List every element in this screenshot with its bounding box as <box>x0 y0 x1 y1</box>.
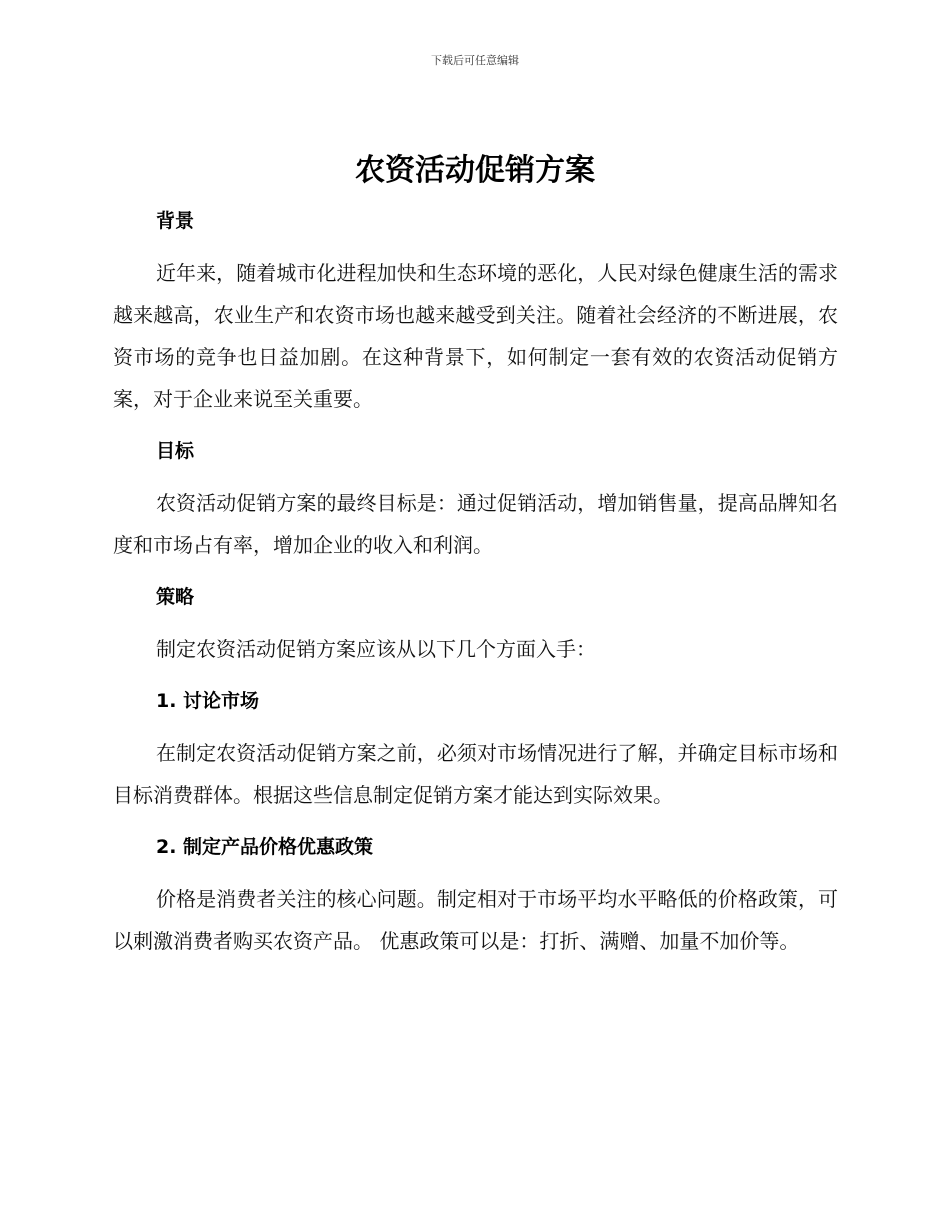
spacer <box>113 566 838 576</box>
spacer <box>113 816 838 826</box>
spacer <box>113 868 838 878</box>
document-title: 农资活动促销方案 <box>355 153 595 188</box>
subsection-heading-market: 1. 讨论市场 <box>156 690 260 712</box>
document-body <box>113 200 838 962</box>
paragraph-strategy-intro: 制定农资活动促销方案应该从以下几个方面入手： <box>156 637 596 661</box>
page-header: 下载后可任意编辑 <box>431 54 519 67</box>
paragraph-background: 近年来，随着城市化进程加快和生态环境的恶化，人民对绿色健康生活的需求越来越高，农业生产和农资市场也越来越受到关注。随着社会经济的不断进展，农资市场的竞争也日益加剧。在这种背景下，如何制定一套有效的农资活动促销方案，对于企业来说至关重要。 <box>113 261 838 411</box>
spacer <box>113 420 838 430</box>
subsection-heading-pricing: 2. 制定产品价格优惠政策 <box>156 836 374 858</box>
paragraph-goal: 农资活动促销方案的最终目标是：通过促销活动，增加销售量，提高品牌知名度和市场占有率，增加企业的收入和利润。 <box>113 491 838 557</box>
spacer <box>113 472 838 482</box>
section-heading-strategy: 策略 <box>156 586 195 608</box>
spacer <box>113 618 838 628</box>
spacer <box>113 670 838 680</box>
paragraph-market: 在制定农资活动促销方案之前，必须对市场情况进行了解，并确定目标市场和目标消费群体。根据这些信息制定促销方案才能达到实际效果。 <box>113 741 838 807</box>
section-heading-goal: 目标 <box>156 440 195 462</box>
section-heading-background: 背景 <box>156 210 195 232</box>
paragraph-pricing: 价格是消费者关注的核心问题。制定相对于市场平均水平略低的价格政策，可以刺激消费者购买农资产品。 优惠政策可以是：打折、满赠、加量不加价等。 <box>113 887 838 953</box>
spacer <box>113 722 838 732</box>
spacer <box>113 242 838 252</box>
